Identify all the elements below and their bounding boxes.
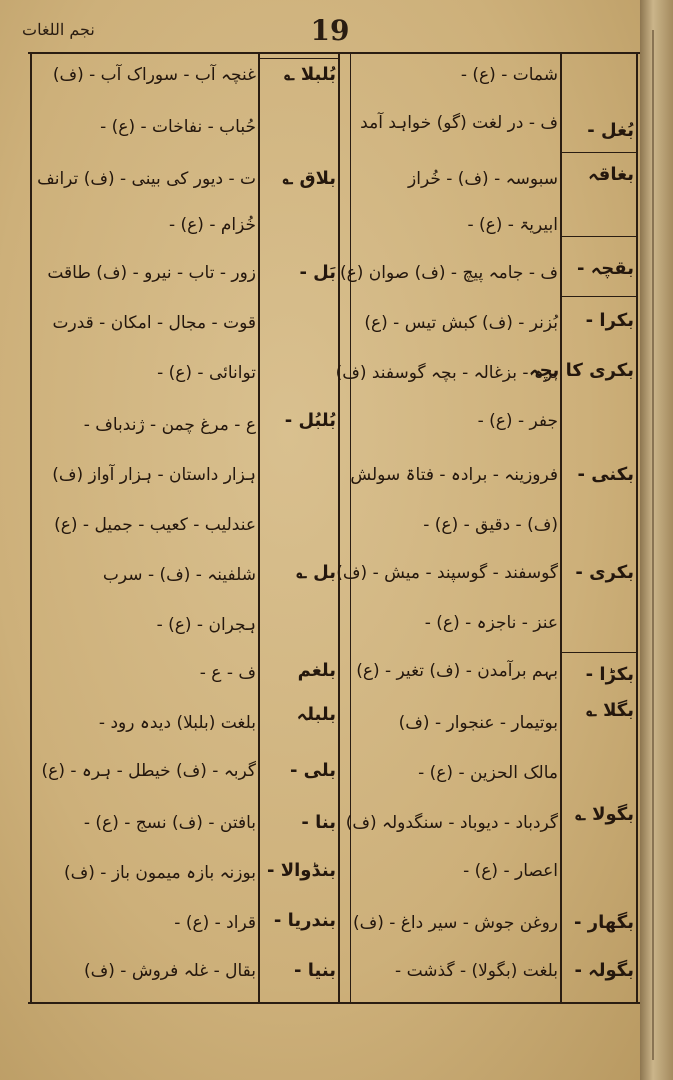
definition-line: زور - تاب - نیرو - (ف) طاقت <box>47 263 256 283</box>
left-border <box>30 52 32 1004</box>
headword: بکڑا - <box>585 664 634 685</box>
headword: بُلبلا ؎ <box>284 64 336 85</box>
headword: بل ؎ <box>296 562 336 583</box>
definition-line: گوسفند - گوسپند - میش - (ف) <box>336 563 558 583</box>
headword: بکری - <box>575 562 634 583</box>
headword: بکنی - <box>577 464 634 485</box>
definition-line: ف - جامہ پیچ - (ف) صوان (ع) <box>339 263 558 283</box>
headword: بلغم <box>297 660 336 681</box>
definition-line: قوت - مجال - امکان - قدرت <box>52 313 256 333</box>
definition-line: توانائی - (ع) - <box>157 363 256 383</box>
center-divider-2 <box>350 52 351 1002</box>
definition-line: برہ - بزغالہ - بچہ گوسفند (ف) <box>335 363 558 383</box>
headword: بلاق ؎ <box>282 168 336 189</box>
headword: بلبلہ <box>296 704 336 725</box>
definition-line: شلفینہ - (ف) - سرب <box>102 565 256 585</box>
definition-line: بہم برآمدن - (ف) تغیر - (ع) <box>356 661 558 681</box>
headword: بگلا ؎ <box>586 700 634 721</box>
headword: بگھار - <box>574 912 634 933</box>
headword: بغاقہ <box>587 164 634 185</box>
definition-line: مالک الحزین - (ع) - <box>418 763 558 783</box>
right-headwords-column <box>529 60 634 1000</box>
right-definitions-column <box>335 60 558 1000</box>
definition-line: روغن جوش - سیر داغ - (ف) <box>352 913 558 933</box>
edge-rule <box>652 30 654 1060</box>
definition-line: ہزار داستان - ہزار آواز (ف) <box>52 465 256 485</box>
definition-line: ت - دیور کی بینی - (ف) ترانف <box>37 169 256 189</box>
definition-line: سبوسہ - (ف) - خُراز <box>408 169 558 189</box>
headword: بُلبُل - <box>284 410 336 431</box>
definition-line: بُزنر - (ف) کبش تیس - (ع) <box>364 313 558 333</box>
definition-line: شمات - (ع) - <box>460 65 558 85</box>
running-head: نجم اللغات <box>22 20 95 39</box>
center-divider <box>338 52 340 1002</box>
left-headword-divider <box>258 52 260 1002</box>
definition-line: ف - ع - <box>199 663 256 683</box>
definition-line: ابیریۃ - (ع) - <box>467 215 558 235</box>
headword: بقچہ - <box>577 258 634 279</box>
right-border <box>636 52 638 1004</box>
definition-line: عنز - ناجزہ - (ع) - <box>424 613 558 633</box>
definition-line: گربہ - (ف) خیطل - ہرہ - (ع) <box>41 761 256 781</box>
headword: بنیا - <box>294 960 336 981</box>
definition-line: ہجران - (ع) - <box>156 615 256 635</box>
definition-line: بافتن - (ف) نسج - (ع) - <box>83 813 256 833</box>
definition-line: خُزام - (ع) - <box>168 215 256 235</box>
headword: بندریا - <box>273 910 336 931</box>
left-headwords-column <box>262 60 336 1000</box>
headword: بکری کا بچہ <box>529 360 634 381</box>
right-headword-divider <box>560 52 562 1002</box>
definition-line: بوزنہ بازہ میمون باز - (ف) <box>64 863 256 883</box>
definition-line: عندلیب - کعیب - جمیل - (ع) <box>54 515 256 535</box>
definition-line: فروزینہ - برادہ - فتاۃ سولش <box>350 465 558 485</box>
headword: بلی - <box>289 760 336 781</box>
definition-line: اعصار - (ع) - <box>463 861 558 881</box>
definition-line: بلغت (بگولا) - گذشت - <box>395 961 558 981</box>
headword: بگولا ؎ <box>575 804 634 825</box>
definition-line: ع - مرغ چمن - ژندباف - <box>83 415 256 435</box>
book-edge <box>640 0 673 1080</box>
definition-line: ف - در لغت (گو) خواہد آمد <box>360 113 558 133</box>
headword: بنڈوالا - <box>266 860 336 881</box>
row-separator <box>258 58 338 59</box>
definition-line: حُباب - نفاخات - (ع) - <box>100 117 256 137</box>
definition-line: غنچہ آب - سوراک آب - (ف) <box>52 65 256 85</box>
definition-line: گردباد - دیوباد - سنگدولہ (ف) <box>345 813 558 833</box>
left-definitions-column <box>34 60 256 1000</box>
headword: بنا - <box>301 812 336 833</box>
headword: بگولہ - <box>574 960 634 981</box>
definition-line: (ف) - دقیق - (ع) - <box>423 515 558 535</box>
bottom-rule <box>28 1002 640 1004</box>
page-number: 19 <box>310 14 350 47</box>
definition-line: جفر - (ع) - <box>477 411 558 431</box>
headword: بُغل - <box>587 120 634 141</box>
definition-line: بوتیمار - عنجوار - (ف) <box>398 713 558 733</box>
headword: بکرا - <box>585 310 634 331</box>
headword: بَل - <box>299 262 336 283</box>
top-rule <box>28 52 640 54</box>
definition-line: بلغت (بلبلا) دیدہ رود - <box>98 713 256 733</box>
definition-line: بقال - غلہ فروش - (ف) <box>84 961 256 981</box>
definition-line: قراد - (ع) - <box>174 913 256 933</box>
